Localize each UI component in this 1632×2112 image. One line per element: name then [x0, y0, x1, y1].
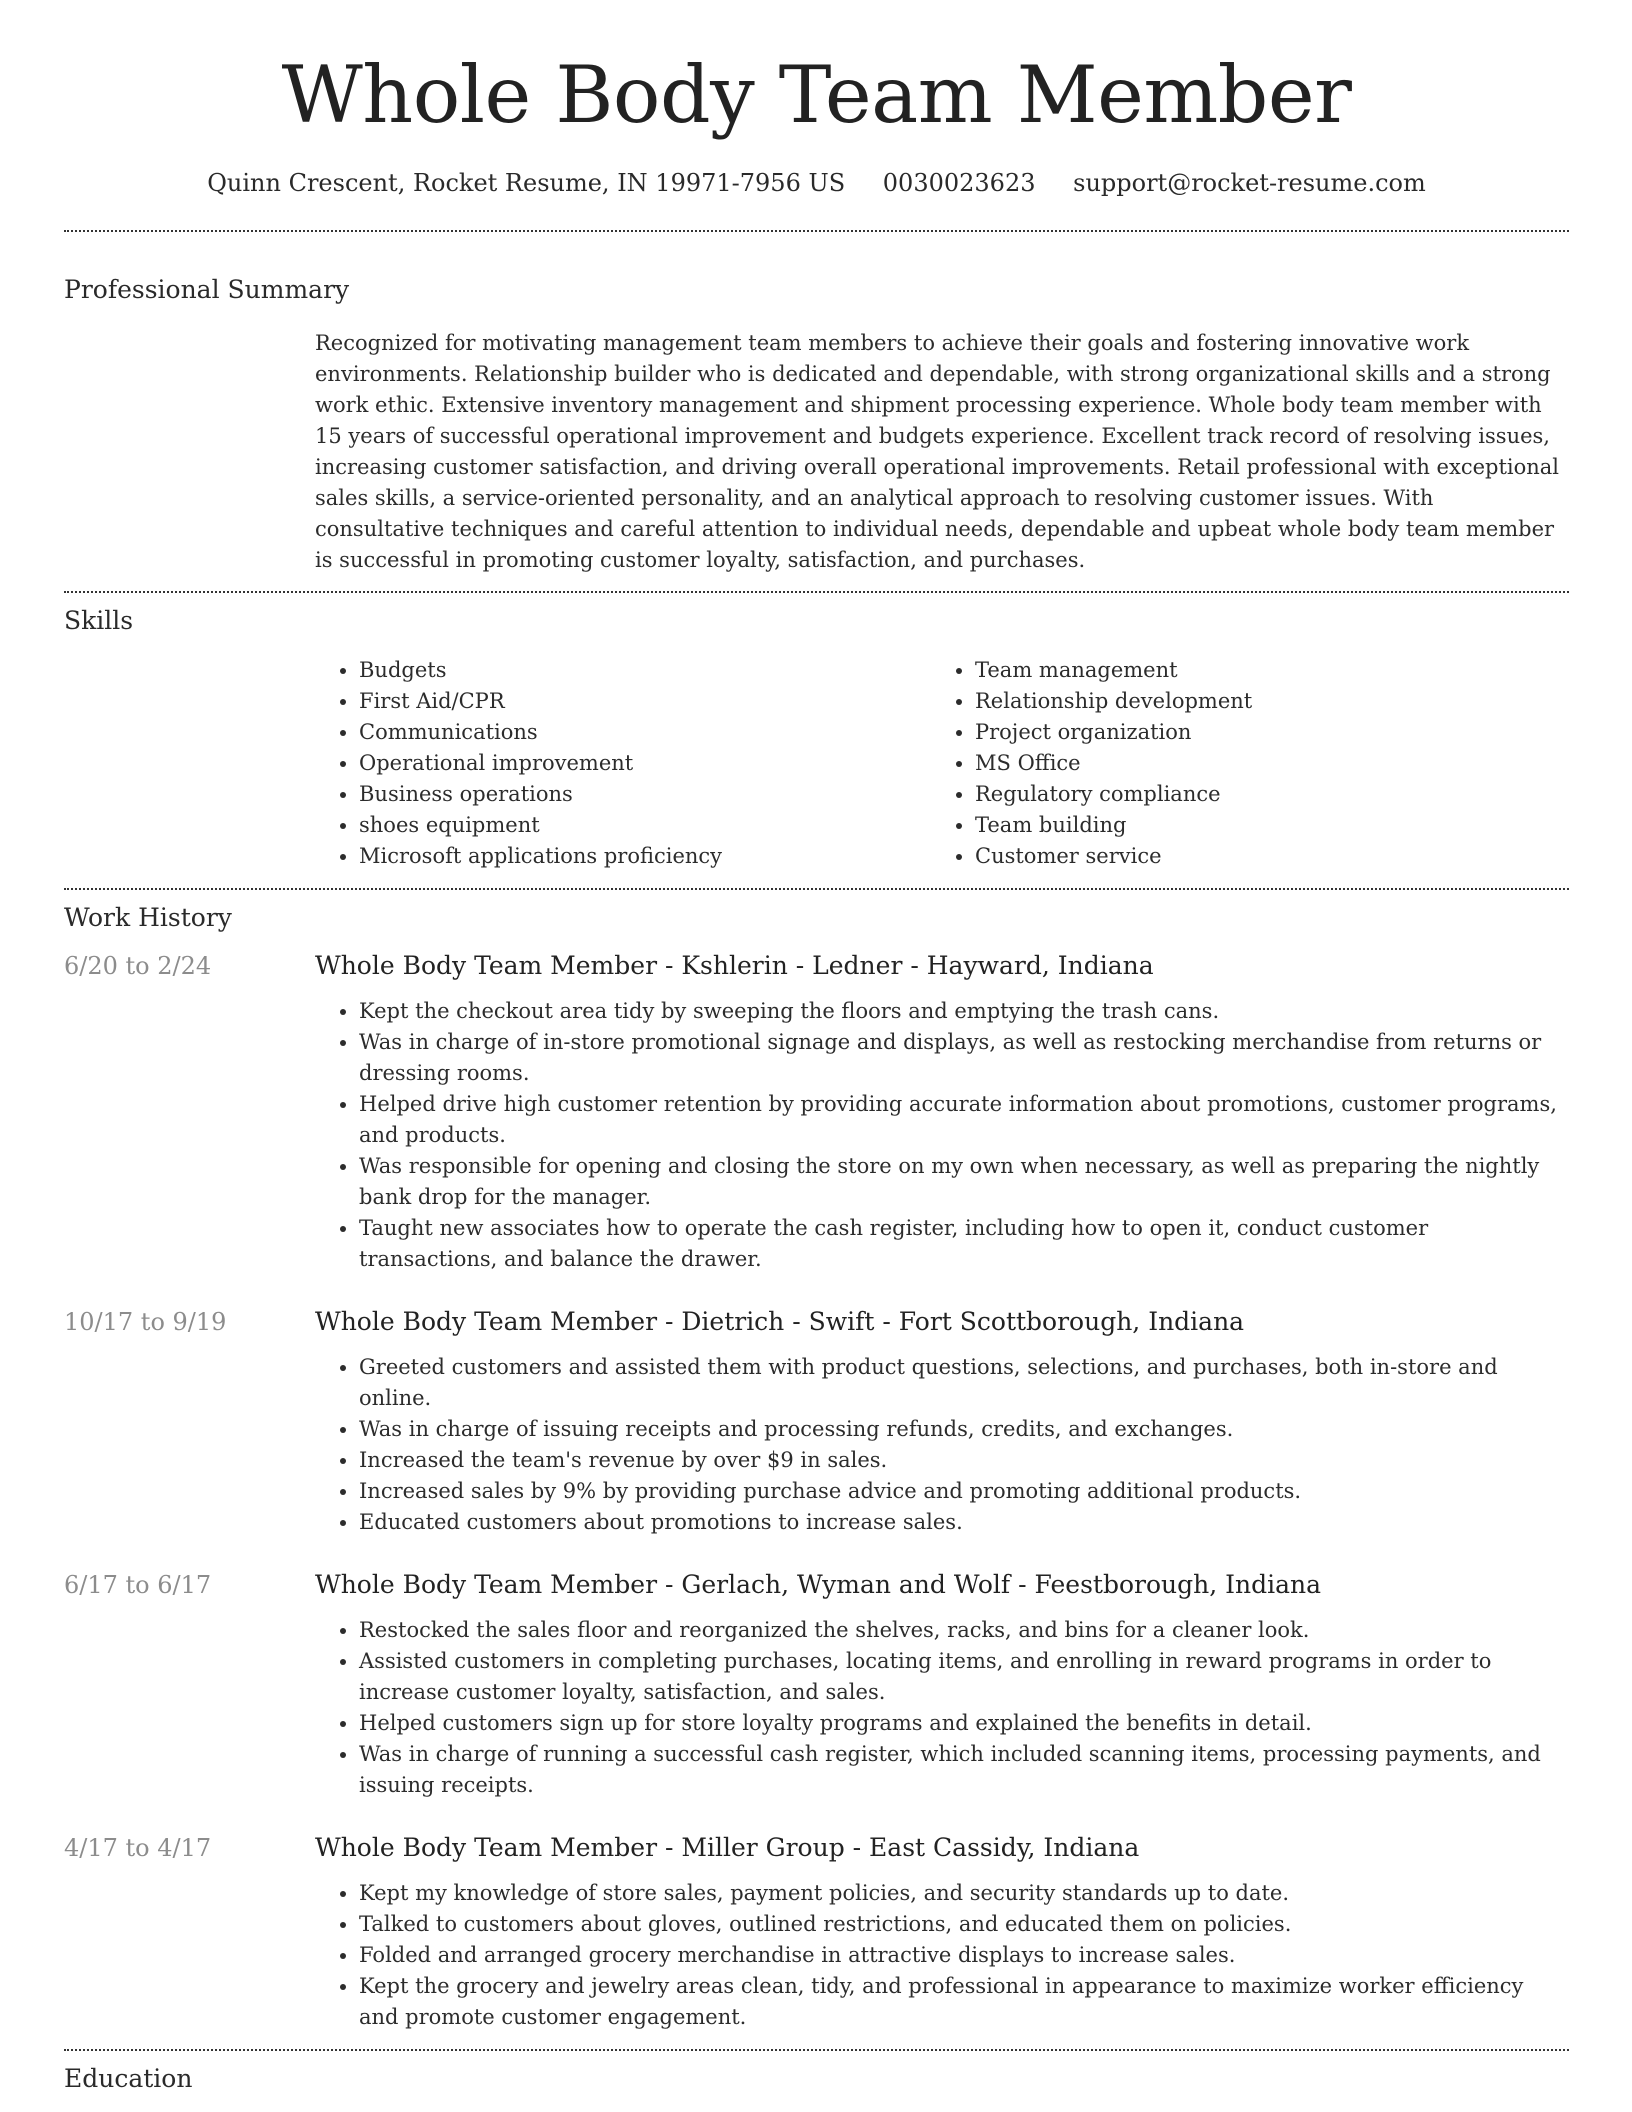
job-details: [315, 950, 1569, 1275]
job-bullet: • Educated customers about promotions to increase sales.: [359, 1507, 1569, 1538]
skill-item: • Customer service: [975, 841, 1252, 872]
job-entry: [64, 1306, 1569, 1538]
summary-heading: Professional Summary: [64, 275, 350, 304]
skills-section: [64, 606, 1569, 872]
contact-email: support@rocket-resume.com: [1073, 169, 1426, 197]
job-details: [315, 1306, 1569, 1538]
skill-item: • Microsoft applications proficiency: [359, 841, 931, 872]
resume-page: [64, 0, 1569, 2093]
skill-item: • Operational improvement: [359, 748, 931, 779]
education-section: [64, 2064, 1569, 2093]
job-bullet: • Helped drive high customer retention by providing accurate information about promotions, customer programs, and products.: [359, 1089, 1569, 1151]
job-title: Whole Body Team Member - Dietrich - Swift - Fort Scottborough, Indiana: [315, 1307, 1245, 1336]
job-bullet: • Increased sales by 9% by providing purchase advice and promoting additional products.: [359, 1476, 1569, 1507]
summary-text: Recognized for motivating management team members to achieve their goals and fostering innovative work environments. Relationship builder who is dedicated and dependable, with strong organizational skills and a strong work ethic. Extensive inventory management and shipment processing experience. Whole body team member with 15 years of successful operational improvement and budgets experience. Excellent track record of resolving issues, increasing customer satisfaction, and driving overall operational improvements. Retail professional with exceptional sales skills, a service-oriented personality, and an analytical approach to resolving customer issues. With consultative techniques and careful attention to individual needs, dependable and upbeat whole body team member is successful in promoting customer loyalty, satisfaction, and purchases.: [315, 331, 1560, 572]
skill-item: • shoes equipment: [359, 810, 931, 841]
job-bullet: • Greeted customers and assisted them with product questions, selections, and purchases, both in-store and online.: [359, 1352, 1569, 1414]
job-bullets: [315, 1878, 1569, 2033]
skill-item: • Budgets: [359, 655, 931, 686]
job-title: Whole Body Team Member - Kshlerin - Ledner - Hayward, Indiana: [315, 951, 1154, 980]
job-details: [315, 1569, 1569, 1801]
divider: [64, 2049, 1569, 2051]
job-dates: 10/17 to 9/19: [64, 1308, 227, 1336]
resume-name: Whole Body Team Member: [281, 49, 1352, 141]
job-bullet: • Was in charge of issuing receipts and processing refunds, credits, and exchanges.: [359, 1414, 1569, 1445]
skills-list: [315, 655, 1569, 872]
job-entry: [64, 950, 1569, 1275]
job-bullet: • Was in charge of in-store promotional signage and displays, as well as restocking merchandise from returns or dressing rooms.: [359, 1027, 1569, 1089]
skill-item: • MS Office: [975, 748, 1252, 779]
job-bullets: [315, 1352, 1569, 1538]
job-title: Whole Body Team Member - Gerlach, Wyman and Wolf - Feestborough, Indiana: [315, 1570, 1321, 1599]
skill-item: • Communications: [359, 717, 931, 748]
skill-item: • Team management: [975, 655, 1252, 686]
job-bullet: • Talked to customers about gloves, outlined restrictions, and educated them on policies.: [359, 1909, 1569, 1940]
divider: [64, 591, 1569, 593]
skill-item: • Team building: [975, 810, 1252, 841]
job-bullets: [315, 996, 1569, 1275]
divider: [64, 230, 1569, 232]
contact-address: Quinn Crescent, Rocket Resume, IN 19971-7956 US: [207, 169, 846, 197]
job-bullet: • Taught new associates how to operate the cash register, including how to open it, conduct customer transactions, and balance the drawer.: [359, 1213, 1569, 1275]
skills-column-left: [315, 655, 931, 872]
skills-column-right: [931, 655, 1252, 872]
work-history-heading: Work History: [64, 903, 232, 932]
job-dates: 6/20 to 2/24: [64, 952, 212, 980]
summary-section: [64, 275, 1569, 576]
job-bullet: • Was responsible for opening and closing the store on my own when necessary, as well as preparing the nightly bank drop for the manager.: [359, 1151, 1569, 1213]
contact-phone: 0030023623: [882, 169, 1036, 197]
job-bullet: • Increased the team's revenue by over $9 in sales.: [359, 1445, 1569, 1476]
job-bullet: • Kept the grocery and jewelry areas clean, tidy, and professional in appearance to maximize worker efficiency and promote customer engagement.: [359, 1971, 1569, 2033]
skill-item: • Relationship development: [975, 686, 1252, 717]
job-bullet: • Kept the checkout area tidy by sweeping the floors and emptying the trash cans.: [359, 996, 1569, 1027]
skill-item: • Business operations: [359, 779, 931, 810]
job-dates: 6/17 to 6/17: [64, 1571, 212, 1599]
job-bullet: • Kept my knowledge of store sales, payment policies, and security standards up to date.: [359, 1878, 1569, 1909]
job-details: [315, 1832, 1569, 2033]
divider: [64, 888, 1569, 890]
contact-line: [64, 169, 1569, 197]
job-entry: [64, 1832, 1569, 2033]
skill-item: • Project organization: [975, 717, 1252, 748]
job-bullet: • Helped customers sign up for store loyalty programs and explained the benefits in detail.: [359, 1708, 1569, 1739]
job-bullets: [315, 1615, 1569, 1801]
job-bullet: • Folded and arranged grocery merchandise in attractive displays to increase sales.: [359, 1940, 1569, 1971]
job-dates: 4/17 to 4/17: [64, 1834, 212, 1862]
job-bullet: • Restocked the sales floor and reorganized the shelves, racks, and bins for a cleaner look.: [359, 1615, 1569, 1646]
job-entry: [64, 1569, 1569, 1801]
job-bullet: • Was in charge of running a successful cash register, which included scanning items, processing payments, and issuing receipts.: [359, 1739, 1569, 1801]
job-bullet: • Assisted customers in completing purchases, locating items, and enrolling in reward programs in order to increase customer loyalty, satisfaction, and sales.: [359, 1646, 1569, 1708]
work-history-section: [64, 903, 1569, 2033]
skill-item: • Regulatory compliance: [975, 779, 1252, 810]
skill-item: • First Aid/CPR: [359, 686, 931, 717]
job-title: Whole Body Team Member - Miller Group - East Cassidy, Indiana: [315, 1833, 1140, 1862]
skills-heading: Skills: [64, 606, 134, 635]
education-heading: Education: [64, 2064, 193, 2093]
